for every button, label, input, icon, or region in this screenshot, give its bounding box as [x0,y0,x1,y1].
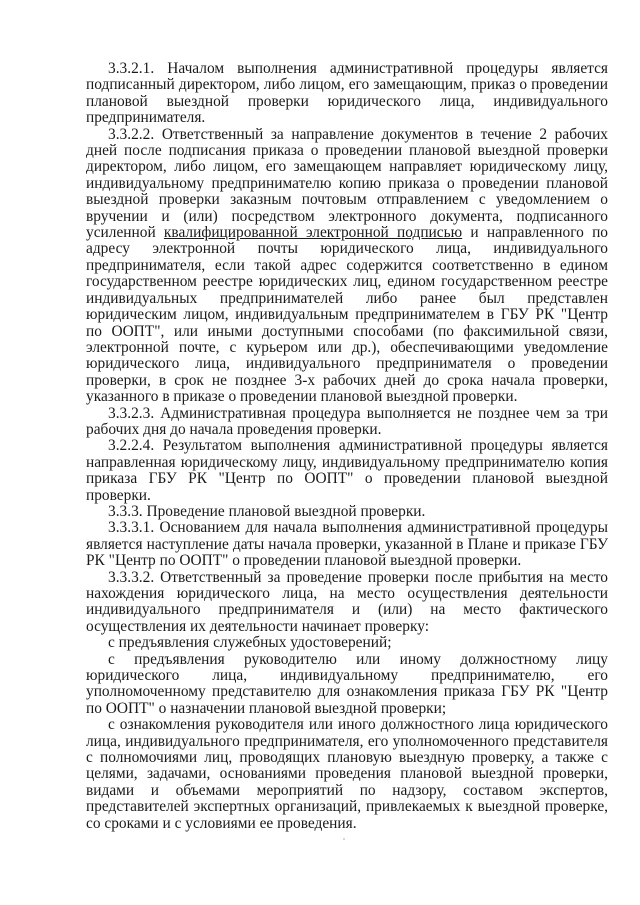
paragraph-3-2-2-4: 3.2.2.4. Результатом выполнения административной процедуры является направленная юридическому лицу, индивидуальному предпринимателю копия приказа ГБУ РК "Центр по ООПТ" о проведении плановой выездной проверки. [86,437,608,504]
document-body [86,61,608,832]
section-heading-3-3-3: 3.3.3. Проведение плановой выездной проверки. [108,502,426,520]
paragraph-3-3-2-2-part-2: и направленного по адресу электронной почты юридического лица, индивидуального предпринимателя, если такой адрес содержится соответственно в едином государственном реестре юридических лиц, едином государственном реестре индивидуальных предпринимателей либо ранее был представлен юридическим лицом, индивидуальным предпринимателем в ГБУ РК "Центр по ООПТ", или иными доступными способами (по факсимильной связи, электронной почте, с курьером или др.), обеспечивающими уведомление юридического лица, индивидуального предпринимателя о проведении проверки, в срок не позднее 3-х рабочих дней до срока начала проверки, указанного в приказе о проведении плановой выездной проверки. [86,224,608,406]
paragraph-3-3-2-2 [86,127,608,406]
scan-speck [343,838,345,840]
paragraph-3-3-3-2: 3.3.3.2. Ответственный за проведение проверки после прибытия на место нахождения юридического лица, на место осуществления деятельности индивидуального предпринимателя и (или) на место фактического осуществления их деятельности начинает проверку: [86,568,608,635]
list-item-credentials: с предъявления служебных удостоверений; [108,634,392,652]
signature-term-underlined: квалифицированной электронной подписью [163,224,463,242]
paragraph-3-3-3-1: 3.3.3.1. Основанием для начала выполнения административной процедуры является наступление даты начала проверки, указанной в Плане и приказе ГБУ РК "Центр по ООПТ" о проведении плановой выездной проверки. [86,519,608,570]
paragraph-3-3-2-3: 3.3.2.3. Административная процедура выполняется не позднее чем за три рабочих дня до начала проведения проверки. [86,404,608,438]
paragraph-3-3-2-1: 3.3.2.1. Началом выполнения административной процедуры является подписанный директором, либо лицом, его замещающим, приказ о проведении плановой выездной проверки юридического лица, индивидуального предпринимателя. [86,60,608,127]
list-item-familiarization: с ознакомления руководителя или иного должностного лица юридического лица, индивидуального предпринимателя, его уполномоченного представителя с полномочиями лиц, проводящих плановую выездную проверку, а также с целями, задачами, основаниями проведения плановой выездной проверки, видами и объемами мероприятий по надзору, составом экспертов, представителей экспертных организаций, привлекаемых к выездной проверке, со сроками и с условиями ее проведения. [86,716,608,832]
paragraph-3-3-2-2-part-1: 3.3.2.2. Ответственный за направление документов в течение 2 рабочих дней после подписания приказа о проведении плановой выездной проверки директором, либо лицом, его замещающем направляет юридическому лицу, индивидуальному предпринимателю копию приказа о проведении плановой выездной проверки заказным почтовым отправлением с уведомлением о вручении и (или) посредством электронного документа, подписанного усиленной [86,125,608,242]
list-item-order-presentation: с предъявления руководителю или иному должностному лицу юридического лица, индивидуальному предпринимателю, его уполномоченному представителю для ознакомления приказа ГБУ РК "Центр по ООПТ" о назначении плановой выездной проверки; [86,650,608,717]
